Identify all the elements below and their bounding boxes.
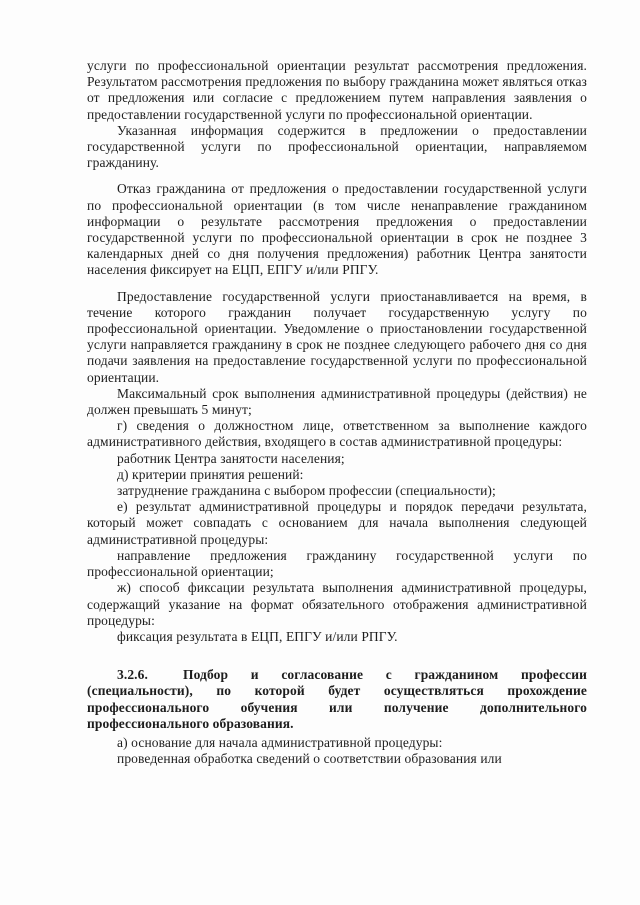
section-number: 3.2.6. [117,667,148,683]
paragraph-info: Указанная информация содержится в предложении о предоставлении государственной услуги по профессиональной ориентации, направляемом гражданину. [87,122,587,171]
list-item-a: а) основание для начала административной процедуры: [117,734,443,750]
list-item-d-value: затруднение гражданина с выбором профессии (специальности); [117,483,496,499]
list-item-e: е) результат административной процедуры и порядок передачи результата, который может совпадать с основанием для начала выполнения следующей административной процедуры: [87,499,587,547]
paragraph-suspension: Предоставление государственной услуги приостанавливается на время, в течение которого гражданин получает государственную услугу по профессиональной ориентации. Уведомление о приостановлении государственной услуги направляется гражданину в срок не позднее следующего рабочего дня со дня подачи заявления на предоставление государственной услуги по профессиональной ориентации. [87,288,587,385]
paragraph-continuation: услуги по профессиональной ориентации результат рассмотрения предложения. Результатом рассмотрения предложения по выбору гражданина может являться отказ от предложения или согласие с предложением путем направления заявления о предоставлении государственной услуги по профессиональной ориентации. [87,58,587,122]
document-body [87,58,587,767]
list-item-g: г) сведения о должностном лице, ответственном за выполнение каждого административного действия, входящего в состав административной процедуры: [87,418,587,450]
list-item-d: д) критерии принятия решений: [117,466,304,482]
section-title: Подбор и согласование с гражданином профессии (специальности), по которой будет осуществляться прохождение профессионального обучения или получение дополнительного профессионального образования. [87,667,587,731]
section-heading [87,667,587,732]
list-item-g-value: работник Центра занятости населения; [117,450,345,466]
list-item-zh: ж) способ фиксации результата выполнения административной процедуры, содержащий указание на формат обязательного отображения административной процедуры: [87,580,587,628]
paragraph-max-time: Максимальный срок выполнения административной процедуры (действия) не должен превышать 5 минут; [87,385,587,418]
list-item-zh-value: фиксация результата в ЕЦП, ЕПГУ и/или РПГУ. [117,628,398,644]
list-item-a-value: проведенная обработка сведений о соответствии образования или [117,751,502,767]
list-item-e-value: направление предложения гражданину государственной услуги по профессиональной ориентации; [87,547,587,580]
paragraph-refusal: Отказ гражданина от предложения о предоставлении государственной услуги по профессиональной ориентации (в том числе ненаправление гражданином информации о результате рассмотрения предложения о предоставлении государственной услуги по профессиональной ориентации в срок не позднее 3 календарных дней со дня получения предложения) работник Центра занятости населения фиксирует на ЕЦП, ЕПГУ и/или РПГУ. [87,181,587,278]
